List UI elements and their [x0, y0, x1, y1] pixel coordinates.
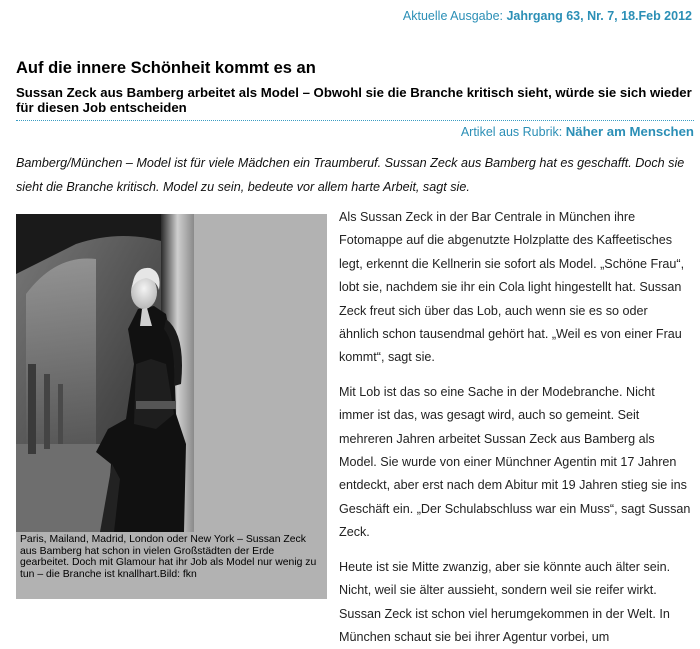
article-lead: Bamberg/München – Model ist für viele Mädchen ein Traumberuf. Sussan Zeck aus Bamberg hat es geschafft. Doch sie sieht die Branche kritisch. Model zu sein, bedeute vor allem harte Arbeit, sagt sie.: [16, 156, 685, 194]
article-title: Auf die innere Schönheit kommt es an: [16, 59, 316, 77]
rubric-info: [461, 124, 694, 139]
image-caption: Paris, Mailand, Madrid, London oder New York – Sussan Zeck aus Bamberg hat schon in vielen Großstädten der Erde gearbeitet. Doch mit Glamour hat ihr Job als Model nur wenig zu tun – die Branche ist knallhart.Bild: fkn: [20, 534, 317, 580]
article-body: [339, 206, 691, 644]
issue-label: Aktuelle Ausgabe:: [402, 9, 503, 23]
issue-info: [403, 9, 692, 23]
model-photo-illustration: [16, 214, 194, 532]
title-divider: [16, 120, 694, 121]
rubric-label: Artikel aus Rubrik:: [460, 125, 563, 139]
body-paragraph-2: Mit Lob ist das so eine Sache in der Modebranche. Nicht immer ist das, was gesagt wird, auch so gemeint. Seit mehreren Jahren arbeitet Sussan Zeck aus Bamberg als Model. Sie wurde von einer Münchner Agentin mit 17 Jahren entdeckt, aber erst nach dem Abitur mit 19 Jahren stieg sie ins Geschäft ein. „Der Schulabschluss war ein Muss“, sagt Sussan Zeck.: [339, 384, 691, 540]
issue-value[interactable]: Jahrgang 63, Nr. 7, 18.Feb 2012: [506, 9, 692, 23]
article-image-block: [16, 214, 327, 599]
rubric-link[interactable]: Näher am Menschen: [565, 124, 694, 139]
article-subtitle: Sussan Zeck aus Bamberg arbeitet als Model – Obwohl sie die Branche kritisch sieht, würde sie sich wieder für diesen Job entscheiden: [16, 85, 692, 115]
body-paragraph-1: Als Sussan Zeck in der Bar Centrale in München ihre Fotomappe auf die abgenutzte Holzplatte des Kaffeetisches legt, erkennt die Kellnerin sie sofort als Model. „Schöne Frau“, lobt sie, nachdem sie ihr ein Cola light hingestellt hat. Sussan Zeck freut sich über das Lob, auch wenn sie es so oder ähnlich schon tausendmal gehört hat. „Weil es von einer Frau kommt“, sagt sie.: [339, 210, 685, 365]
body-paragraph-3: Heute ist sie Mitte zwanzig, aber sie könnte auch älter sein. Nicht, weil sie älter aussieht, sondern weil sie reifer wirkt. Sussan Zeck ist schon viel herumgekommen in der Welt. In München schaut sie bei ihrer Agentur vorbei, um: [339, 559, 671, 644]
article-photo[interactable]: [16, 214, 194, 532]
